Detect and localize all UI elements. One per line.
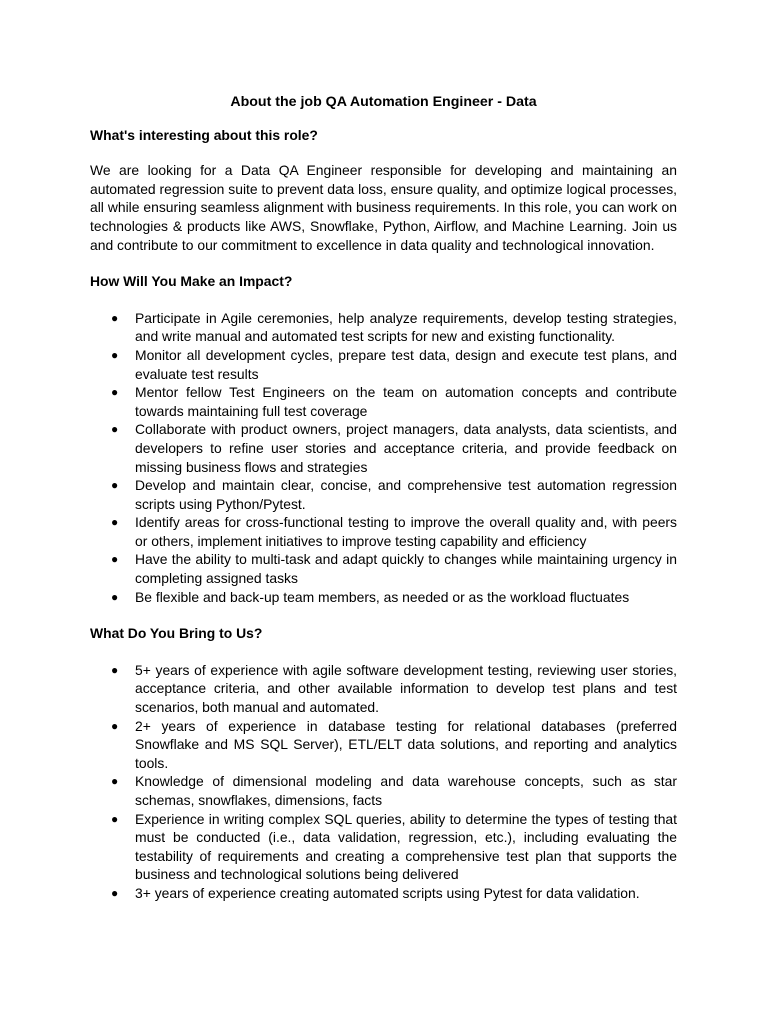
list-item-text: Be flexible and back-up team members, as needed or as the workload fluctuates <box>135 588 630 605</box>
impact-list <box>90 309 677 607</box>
list-item <box>90 309 677 346</box>
bullet-icon: ● <box>111 478 119 493</box>
list-item <box>90 810 677 884</box>
bullet-icon: ● <box>111 662 119 677</box>
bullet-icon: ● <box>111 347 119 362</box>
list-item-text: Have the ability to multi-task and adapt quickly to changes while maintaining urgency in completing assigned tasks <box>135 551 677 587</box>
requirements-list <box>90 661 677 903</box>
list-item-text: 3+ years of experience creating automated scripts using Pytest for data validation. <box>135 884 640 901</box>
document-title: About the job QA Automation Engineer - Data <box>230 94 537 110</box>
role-description: We are looking for a Data QA Engineer responsible for developing and maintaining an automated regression suite to prevent data loss, ensure quality, and optimize logical processes, all while ensuring seamless alignment with business requirements. In this role, you can work on technologies & products like AWS, Snowflake, Python, Airflow, and Machine Learning. Join us and contribute to our commitment to excellence in data quality and technological innovation. <box>90 162 677 253</box>
section-heading-role: What's interesting about this role? <box>90 126 318 143</box>
list-item <box>90 550 677 587</box>
list-item <box>90 346 677 383</box>
bullet-icon: ● <box>111 811 119 826</box>
bullet-icon: ● <box>111 589 119 604</box>
bullet-icon: ● <box>111 718 119 733</box>
list-item-text: Collaborate with product owners, project managers, data analysts, data scientists, and developers to refine user stories and acceptance criteria, and provide feedback on missing business flows and strategies <box>135 421 677 475</box>
list-item <box>90 420 677 476</box>
list-item-text: Develop and maintain clear, concise, and comprehensive test automation regression scripts using Python/Pytest. <box>135 477 677 512</box>
section-heading-impact: How Will You Make an Impact? <box>90 273 293 290</box>
list-item-text: 5+ years of experience with agile software development testing, reviewing user stories, acceptance criteria, and other available information to develop test plans and test scenarios, both manual and automated. <box>135 661 677 716</box>
list-item <box>90 513 677 550</box>
list-item <box>90 717 677 773</box>
list-item <box>90 884 677 903</box>
list-item-text: Mentor fellow Test Engineers on the team on automation concepts and contribute towards maintaining full test coverage <box>135 384 677 419</box>
bullet-icon: ● <box>111 310 119 325</box>
list-item <box>90 772 677 809</box>
list-item-text: 2+ years of experience in database testing for relational databases (preferred Snowflake and MS SQL Server), ETL/ELT data solutions, and reporting and analytics tools. <box>135 717 677 771</box>
list-item <box>90 476 677 513</box>
section-heading-requirements: What Do You Bring to Us? <box>90 625 263 642</box>
bullet-icon: ● <box>111 774 119 789</box>
list-item-text: Participate in Agile ceremonies, help analyze requirements, develop testing strategies, and write manual and automated test scripts for new and existing functionality. <box>135 309 677 345</box>
bullet-icon: ● <box>111 552 119 567</box>
list-item-text: Monitor all development cycles, prepare test data, design and execute test plans, and evaluate test results <box>135 346 677 382</box>
list-item-text: Experience in writing complex SQL queries, ability to determine the types of testing that must be conducted (i.e., data validation, regression, etc.), including evaluating the testability of requirements and creating a comprehensive test plan that supports the business and technological solutions being delivered <box>135 810 677 883</box>
bullet-icon: ● <box>111 885 119 900</box>
bullet-icon: ● <box>111 422 119 437</box>
list-item-text: Knowledge of dimensional modeling and data warehouse concepts, such as star schemas, snowflakes, dimensions, facts <box>135 773 677 808</box>
list-item <box>90 661 677 717</box>
list-item <box>90 383 677 420</box>
list-item <box>90 588 677 607</box>
bullet-icon: ● <box>111 385 119 400</box>
list-item-text: Identify areas for cross-functional testing to improve the overall quality and, with peers or others, implement initiatives to improve testing capability and efficiency <box>135 514 677 549</box>
document-page <box>90 93 677 903</box>
bullet-icon: ● <box>111 515 119 530</box>
